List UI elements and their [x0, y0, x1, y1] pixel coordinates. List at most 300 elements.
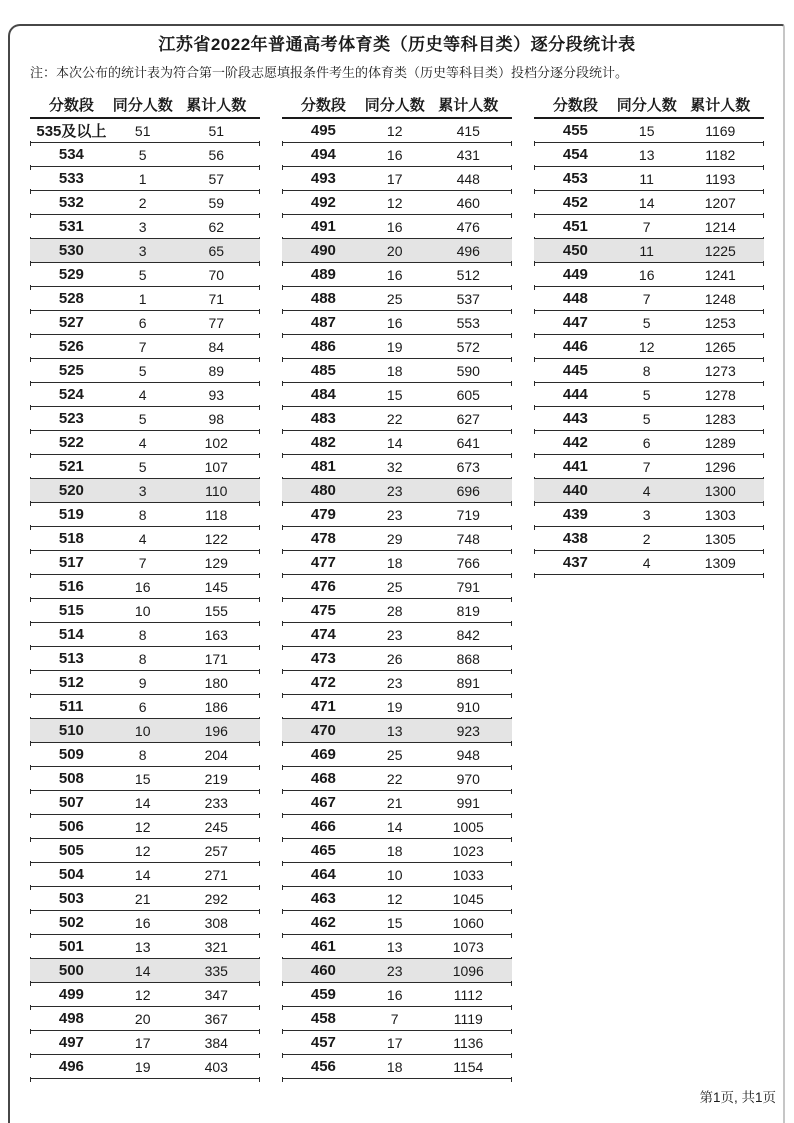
table-row — [30, 575, 260, 599]
cumulative-cell: 431 — [456, 146, 480, 163]
count-cell: 5 — [138, 266, 147, 283]
cumulative-cell: 641 — [456, 434, 480, 451]
score-cell: 487 — [310, 314, 336, 331]
column-header-score: 分数段 — [552, 96, 598, 114]
count-cell: 12 — [638, 338, 655, 355]
table-row — [282, 791, 512, 815]
table-row — [30, 167, 260, 191]
score-cell: 513 — [58, 650, 84, 667]
count-cell: 18 — [386, 554, 403, 571]
score-cell: 479 — [310, 506, 336, 523]
score-cell: 534 — [58, 146, 84, 163]
table-row — [30, 959, 260, 983]
score-cell: 453 — [562, 170, 588, 187]
count-cell: 13 — [134, 938, 151, 955]
table-row — [30, 671, 260, 695]
score-cell: 460 — [310, 962, 336, 979]
count-cell: 5 — [138, 362, 147, 379]
count-cell: 16 — [386, 986, 403, 1003]
note-text: 注：本次公布的统计表为符合第一阶段志愿填报条件考生的体育类（历史等科目类）投档分逐分段统计。 — [30, 65, 629, 80]
table-row — [30, 527, 260, 551]
count-cell: 6 — [642, 434, 651, 451]
cumulative-cell: 89 — [208, 362, 225, 379]
count-cell: 25 — [386, 578, 403, 595]
cumulative-cell: 923 — [456, 722, 480, 739]
table-header — [282, 91, 512, 119]
score-cell: 497 — [58, 1034, 84, 1051]
score-cell: 530 — [58, 242, 84, 259]
score-cell: 446 — [562, 338, 588, 355]
table-row — [30, 743, 260, 767]
table-row — [282, 1055, 512, 1079]
score-cell: 526 — [58, 338, 84, 355]
table-row — [282, 215, 512, 239]
cumulative-cell: 991 — [456, 794, 480, 811]
count-cell: 12 — [134, 986, 151, 1003]
count-cell: 16 — [386, 218, 403, 235]
count-cell: 22 — [386, 410, 403, 427]
count-cell: 6 — [138, 698, 147, 715]
count-cell: 7 — [138, 554, 147, 571]
score-cell: 512 — [58, 674, 84, 691]
cumulative-cell: 335 — [204, 962, 228, 979]
cumulative-cell: 1278 — [704, 386, 736, 403]
table-row — [30, 359, 260, 383]
table-row — [282, 743, 512, 767]
score-cell: 469 — [310, 746, 336, 763]
cumulative-cell: 1214 — [704, 218, 736, 235]
cumulative-cell: 59 — [208, 194, 225, 211]
score-cell: 475 — [310, 602, 336, 619]
score-cell: 473 — [310, 650, 336, 667]
table-row — [30, 983, 260, 1007]
score-cell: 459 — [310, 986, 336, 1003]
cumulative-cell: 155 — [204, 602, 228, 619]
count-cell: 20 — [134, 1010, 151, 1027]
cumulative-cell: 1112 — [453, 986, 483, 1003]
cumulative-cell: 110 — [205, 482, 228, 499]
score-cell: 499 — [58, 986, 84, 1003]
table-row — [282, 911, 512, 935]
cumulative-cell: 868 — [456, 650, 480, 667]
count-cell: 16 — [386, 314, 403, 331]
table-row — [30, 839, 260, 863]
score-cell: 507 — [58, 794, 84, 811]
cumulative-cell: 308 — [204, 914, 228, 931]
score-cell: 489 — [310, 266, 336, 283]
score-cell: 458 — [310, 1010, 336, 1027]
count-cell: 23 — [386, 626, 403, 643]
cumulative-cell: 233 — [204, 794, 228, 811]
cumulative-cell: 627 — [456, 410, 480, 427]
score-cell: 450 — [562, 242, 588, 259]
cumulative-cell: 1265 — [704, 338, 736, 355]
score-cell: 503 — [58, 890, 84, 907]
table-row — [282, 695, 512, 719]
table-row — [282, 311, 512, 335]
table-row — [282, 959, 512, 983]
table-row — [282, 335, 512, 359]
table-row — [534, 503, 764, 527]
count-cell: 12 — [386, 122, 403, 139]
cumulative-cell: 180 — [204, 674, 228, 691]
table-row — [30, 407, 260, 431]
cumulative-cell: 791 — [456, 578, 480, 595]
cumulative-cell: 62 — [208, 218, 225, 235]
score-cell: 515 — [58, 602, 84, 619]
count-cell: 6 — [138, 314, 147, 331]
score-cell: 455 — [562, 122, 588, 139]
cumulative-cell: 1248 — [704, 290, 736, 307]
table-row — [534, 191, 764, 215]
score-cell: 465 — [310, 842, 336, 859]
score-cell: 439 — [562, 506, 588, 523]
cumulative-cell: 51 — [208, 122, 225, 139]
count-cell: 16 — [386, 146, 403, 163]
column-header-score: 分数段 — [48, 96, 94, 114]
cumulative-cell: 1225 — [704, 242, 736, 259]
table-row — [534, 551, 764, 575]
cumulative-cell: 460 — [456, 194, 480, 211]
table-row — [30, 239, 260, 263]
count-cell: 4 — [138, 434, 147, 451]
count-cell: 5 — [642, 314, 651, 331]
table-row — [282, 455, 512, 479]
cumulative-cell: 1045 — [452, 890, 484, 907]
table-body — [534, 119, 764, 575]
column-header-count: 同分人数 — [364, 96, 425, 114]
column-header-count: 同分人数 — [616, 96, 677, 114]
score-table-1 — [30, 91, 260, 1079]
count-cell: 15 — [386, 386, 403, 403]
count-cell: 19 — [386, 698, 403, 715]
score-cell: 511 — [59, 698, 84, 715]
score-table-3 — [534, 91, 764, 575]
column-header-score: 分数段 — [300, 96, 346, 114]
score-cell: 454 — [562, 146, 588, 163]
count-cell: 3 — [138, 482, 147, 499]
table-row — [282, 167, 512, 191]
count-cell: 14 — [386, 434, 403, 451]
cumulative-cell: 673 — [456, 458, 480, 475]
count-cell: 13 — [386, 722, 403, 739]
score-cell: 466 — [310, 818, 336, 835]
score-cell: 532 — [58, 194, 84, 211]
count-cell: 7 — [138, 338, 147, 355]
count-cell: 16 — [134, 914, 151, 931]
score-cell: 464 — [310, 866, 336, 883]
count-cell: 8 — [138, 506, 147, 523]
cumulative-cell: 1253 — [704, 314, 736, 331]
score-cell: 447 — [562, 314, 588, 331]
score-cell: 452 — [562, 194, 588, 211]
count-cell: 10 — [134, 602, 151, 619]
score-cell: 510 — [58, 722, 84, 739]
cumulative-cell: 1154 — [453, 1058, 484, 1075]
cumulative-cell: 98 — [208, 410, 225, 427]
count-cell: 1 — [138, 290, 147, 307]
table-row — [30, 287, 260, 311]
table-row — [282, 287, 512, 311]
table-row — [30, 935, 260, 959]
table-row — [30, 815, 260, 839]
count-cell: 8 — [138, 626, 147, 643]
cumulative-cell: 1305 — [704, 530, 736, 547]
table-row — [282, 863, 512, 887]
table-row — [30, 1031, 260, 1055]
score-cell: 508 — [58, 770, 84, 787]
table-row — [282, 143, 512, 167]
score-cell: 493 — [310, 170, 336, 187]
cumulative-cell: 321 — [204, 938, 228, 955]
table-row — [282, 431, 512, 455]
table-row — [282, 767, 512, 791]
page-title: 江苏省2022年普通高考体育类（历史等科目类）逐分段统计表 — [158, 35, 636, 54]
table-row — [282, 263, 512, 287]
cumulative-cell: 122 — [204, 530, 228, 547]
score-cell: 519 — [58, 506, 84, 523]
count-cell: 16 — [638, 266, 655, 283]
score-cell: 457 — [310, 1034, 336, 1051]
score-cell: 470 — [310, 722, 336, 739]
table-row — [282, 623, 512, 647]
table-row — [30, 431, 260, 455]
count-cell: 11 — [639, 170, 654, 187]
score-cell: 535及以上 — [36, 123, 107, 140]
cumulative-cell: 553 — [456, 314, 480, 331]
score-cell: 444 — [562, 386, 588, 403]
table-row — [30, 503, 260, 527]
score-cell: 521 — [58, 458, 84, 475]
table-row — [282, 887, 512, 911]
cumulative-cell: 696 — [456, 482, 480, 499]
cumulative-cell: 57 — [208, 170, 225, 187]
score-cell: 516 — [58, 578, 84, 595]
score-cell: 471 — [310, 698, 336, 715]
cumulative-cell: 1005 — [452, 818, 484, 835]
count-cell: 23 — [386, 506, 403, 523]
cumulative-cell: 1023 — [452, 842, 484, 859]
score-cell: 462 — [310, 914, 336, 931]
cumulative-cell: 590 — [456, 362, 480, 379]
table-row — [282, 815, 512, 839]
cumulative-cell: 1182 — [705, 146, 736, 163]
cumulative-cell: 271 — [204, 866, 228, 883]
cumulative-cell: 219 — [204, 770, 228, 787]
column-header-cumulative: 累计人数 — [186, 96, 247, 114]
count-cell: 4 — [642, 482, 651, 499]
score-cell: 438 — [562, 530, 588, 547]
table-row — [282, 1007, 512, 1031]
count-cell: 32 — [386, 458, 403, 475]
count-cell: 5 — [642, 386, 651, 403]
count-cell: 23 — [386, 482, 403, 499]
cumulative-cell: 512 — [456, 266, 480, 283]
table-row — [282, 191, 512, 215]
count-cell: 21 — [386, 794, 403, 811]
count-cell: 1 — [138, 170, 147, 187]
table-row — [30, 623, 260, 647]
count-cell: 4 — [138, 530, 147, 547]
score-cell: 468 — [310, 770, 336, 787]
score-cell: 481 — [310, 458, 336, 475]
table-row — [30, 263, 260, 287]
cumulative-cell: 84 — [208, 338, 225, 355]
count-cell: 10 — [134, 722, 151, 739]
table-row — [534, 143, 764, 167]
table-row — [30, 719, 260, 743]
count-cell: 8 — [138, 650, 147, 667]
table-row — [282, 1031, 512, 1055]
score-cell: 478 — [310, 530, 336, 547]
cumulative-cell: 537 — [456, 290, 480, 307]
cumulative-cell: 347 — [204, 986, 228, 1003]
score-cell: 529 — [58, 266, 84, 283]
count-cell: 17 — [386, 1034, 403, 1051]
score-cell: 477 — [310, 554, 336, 571]
cumulative-cell: 70 — [208, 266, 225, 283]
score-cell: 527 — [58, 314, 84, 331]
count-cell: 5 — [138, 458, 147, 475]
table-row — [282, 503, 512, 527]
table-row — [534, 455, 764, 479]
cumulative-cell: 1241 — [704, 266, 736, 283]
score-cell: 506 — [58, 818, 84, 835]
count-cell: 19 — [134, 1058, 151, 1075]
cumulative-cell: 171 — [204, 650, 228, 667]
table-header — [30, 91, 260, 119]
score-cell: 501 — [58, 938, 84, 955]
table-row — [282, 935, 512, 959]
cumulative-cell: 257 — [204, 842, 228, 859]
score-cell: 514 — [58, 626, 84, 643]
count-cell: 14 — [386, 818, 403, 835]
cumulative-cell: 403 — [204, 1058, 228, 1075]
table-body — [30, 119, 260, 1079]
count-cell: 14 — [638, 194, 655, 211]
score-cell: 533 — [58, 170, 84, 187]
count-cell: 5 — [642, 410, 651, 427]
column-header-count: 同分人数 — [112, 96, 173, 114]
score-cell: 494 — [310, 146, 336, 163]
score-cell: 480 — [310, 482, 336, 499]
score-cell: 491 — [310, 218, 336, 235]
score-table-2 — [282, 91, 512, 1079]
cumulative-cell: 1300 — [704, 482, 736, 499]
table-row — [30, 335, 260, 359]
count-cell: 18 — [386, 1058, 403, 1075]
table-row — [282, 407, 512, 431]
score-cell: 523 — [58, 410, 84, 427]
page-footer: 第1页, 共1页 — [699, 1090, 776, 1105]
count-cell: 25 — [386, 746, 403, 763]
count-cell: 7 — [390, 1010, 399, 1027]
cumulative-cell: 367 — [204, 1010, 228, 1027]
table-row — [30, 311, 260, 335]
table-row — [534, 335, 764, 359]
table-row — [534, 383, 764, 407]
table-row — [282, 575, 512, 599]
count-cell: 8 — [642, 362, 651, 379]
table-row — [30, 599, 260, 623]
cumulative-cell: 948 — [456, 746, 480, 763]
count-cell: 5 — [138, 146, 147, 163]
score-cell: 522 — [58, 434, 84, 451]
table-row — [534, 239, 764, 263]
table-row — [534, 167, 764, 191]
cumulative-cell: 748 — [456, 530, 480, 547]
table-row — [30, 1007, 260, 1031]
count-cell: 26 — [386, 650, 403, 667]
table-row — [534, 263, 764, 287]
score-cell: 463 — [310, 890, 336, 907]
cumulative-cell: 196 — [204, 722, 228, 739]
cumulative-cell: 1169 — [705, 122, 736, 139]
score-cell: 500 — [58, 962, 84, 979]
table-row — [30, 1055, 260, 1079]
count-cell: 14 — [134, 794, 151, 811]
count-cell: 13 — [638, 146, 655, 163]
count-cell: 25 — [386, 290, 403, 307]
count-cell: 12 — [134, 842, 151, 859]
cumulative-cell: 204 — [204, 746, 228, 763]
score-cell: 451 — [562, 218, 588, 235]
score-cell: 482 — [310, 434, 336, 451]
table-row — [534, 215, 764, 239]
count-cell: 23 — [386, 674, 403, 691]
cumulative-cell: 819 — [456, 602, 480, 619]
cumulative-cell: 56 — [208, 146, 225, 163]
cumulative-cell: 118 — [205, 506, 228, 523]
score-cell: 485 — [310, 362, 336, 379]
cumulative-cell: 71 — [208, 290, 225, 307]
cumulative-cell: 766 — [456, 554, 480, 571]
count-cell: 13 — [386, 938, 403, 955]
table-row — [30, 647, 260, 671]
table-row — [282, 647, 512, 671]
cumulative-cell: 719 — [456, 506, 480, 523]
cumulative-cell: 102 — [204, 434, 228, 451]
count-cell: 16 — [134, 578, 151, 595]
cumulative-cell: 1073 — [452, 938, 484, 955]
score-cell: 474 — [310, 626, 336, 643]
cumulative-cell: 1296 — [704, 458, 736, 475]
table-row — [282, 359, 512, 383]
score-cell: 495 — [310, 122, 336, 139]
count-cell: 18 — [386, 362, 403, 379]
count-cell: 2 — [138, 194, 147, 211]
cumulative-cell: 145 — [204, 578, 228, 595]
table-row — [282, 527, 512, 551]
cumulative-cell: 1309 — [704, 554, 736, 571]
count-cell: 4 — [138, 386, 147, 403]
cumulative-cell: 1119 — [453, 1010, 483, 1027]
cumulative-cell: 910 — [456, 698, 480, 715]
count-cell: 12 — [386, 890, 403, 907]
count-cell: 23 — [386, 962, 403, 979]
score-cell: 443 — [562, 410, 588, 427]
score-cell: 441 — [562, 458, 588, 475]
count-cell: 2 — [642, 530, 651, 547]
count-cell: 21 — [134, 890, 151, 907]
cumulative-cell: 107 — [204, 458, 228, 475]
column-header-cumulative: 累计人数 — [690, 96, 751, 114]
count-cell: 17 — [134, 1034, 151, 1051]
score-cell: 498 — [58, 1010, 84, 1027]
table-row — [534, 287, 764, 311]
cumulative-cell: 384 — [204, 1034, 228, 1051]
cumulative-cell: 891 — [456, 674, 480, 691]
